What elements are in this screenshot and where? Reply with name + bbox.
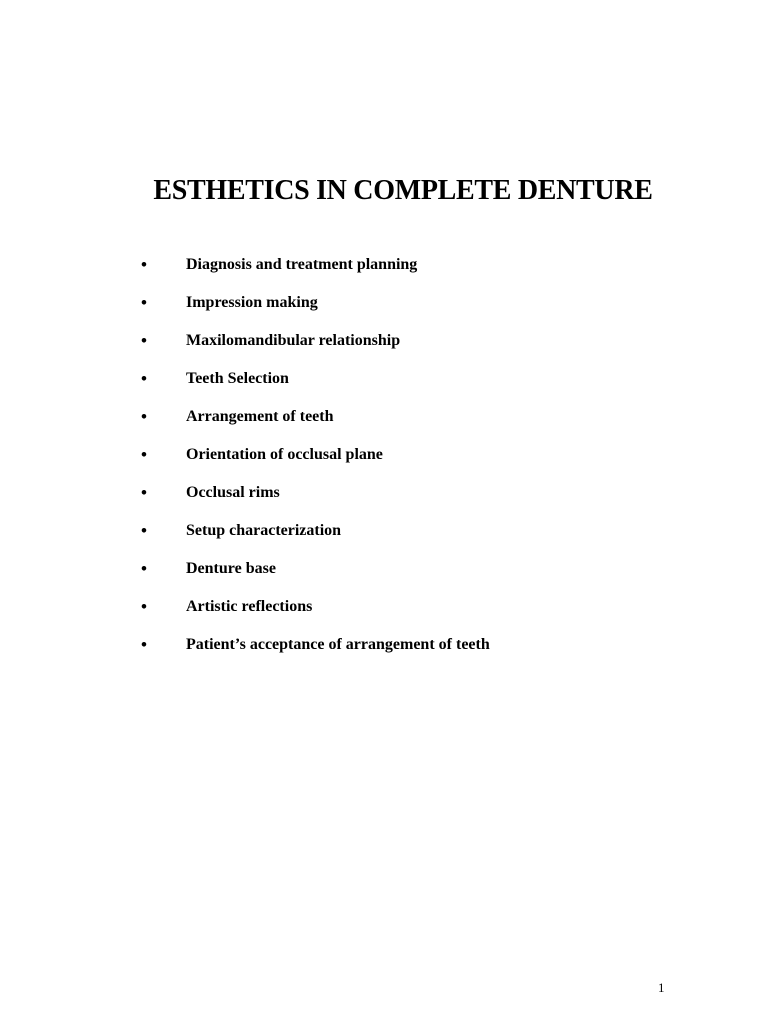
bullet-icon: • bbox=[141, 445, 147, 464]
bullet-icon: • bbox=[141, 407, 147, 426]
list-item bbox=[0, 633, 768, 657]
list-item bbox=[0, 595, 768, 619]
list-item-label: Denture base bbox=[186, 560, 276, 577]
list-item-label: Diagnosis and treatment planning bbox=[186, 256, 418, 273]
bullet-icon: • bbox=[141, 293, 147, 312]
list-item-label: Patient’s acceptance of arrangement of teeth bbox=[186, 636, 490, 653]
list-item bbox=[0, 291, 768, 315]
list-item bbox=[0, 367, 768, 391]
bullet-icon: • bbox=[141, 255, 147, 274]
list-item-label: Orientation of occlusal plane bbox=[186, 446, 383, 463]
list-item bbox=[0, 253, 768, 277]
bullet-icon: • bbox=[141, 559, 147, 578]
bullet-icon: • bbox=[141, 369, 147, 388]
bullet-icon: • bbox=[141, 521, 147, 540]
bullet-icon: • bbox=[141, 331, 147, 350]
list-item-label: Artistic reflections bbox=[186, 598, 313, 615]
list-item bbox=[0, 329, 768, 353]
bullet-icon: • bbox=[141, 635, 147, 654]
bullet-icon: • bbox=[141, 597, 147, 616]
list-item-label: Teeth Selection bbox=[186, 370, 289, 387]
list-item-label: Maxilomandibular relationship bbox=[186, 332, 401, 349]
list-item bbox=[0, 519, 768, 543]
list-item-label: Setup characterization bbox=[186, 522, 342, 539]
list-item bbox=[0, 557, 768, 581]
list-item-label: Arrangement of teeth bbox=[186, 408, 334, 425]
list-item-label: Occlusal rims bbox=[186, 484, 280, 501]
page-title: ESTHETICS IN COMPLETE DENTURE bbox=[153, 174, 653, 206]
page-number: 1 bbox=[658, 980, 665, 995]
list-item bbox=[0, 443, 768, 467]
bullet-icon: • bbox=[141, 483, 147, 502]
list-item-label: Impression making bbox=[186, 294, 318, 311]
list-item bbox=[0, 481, 768, 505]
list-item bbox=[0, 405, 768, 429]
